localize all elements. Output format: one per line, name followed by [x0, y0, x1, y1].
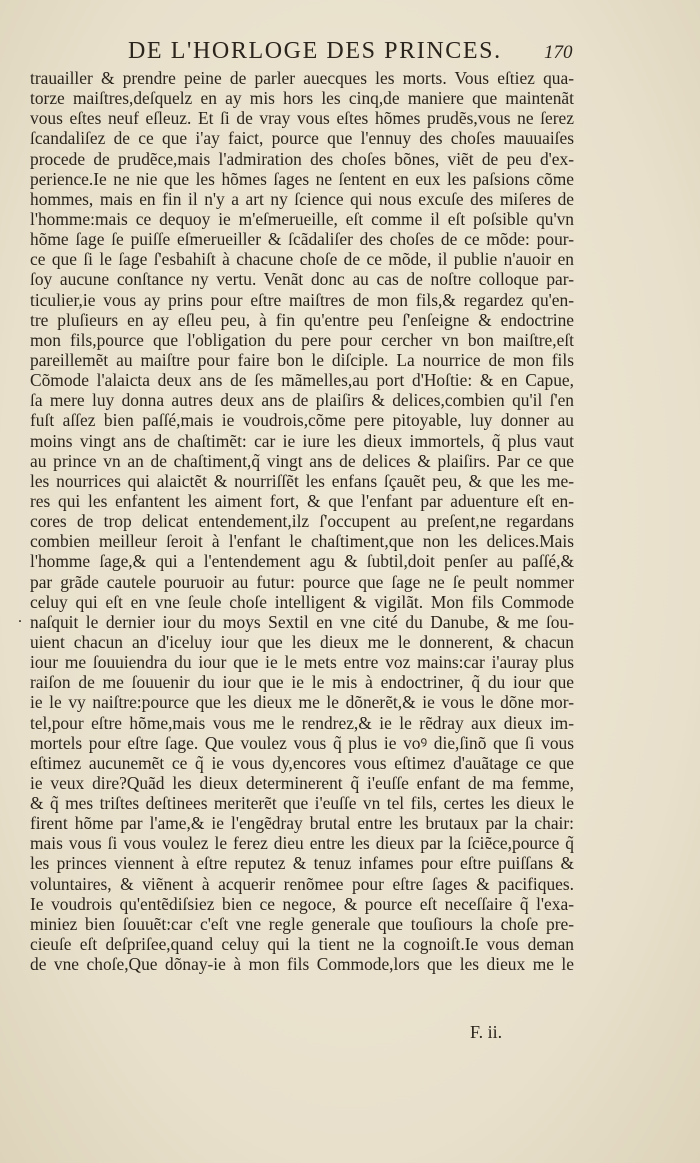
text-line: ce que ſi le ſage ſ'esbahiſt à chacune choſe de ce mõde, il publie n'auoir en [30, 249, 574, 270]
text-line: trauailler & prendre peine de parler auecques les morts. Vous eſtiez qua- [30, 68, 574, 88]
text-line: hommes, mais en fin il n'y a art ny ſcience qui nous excuſe des miſeres de [30, 188, 574, 209]
text-line: mortels pour eſtre ſage. Que voulez vous q̃ plus ie voꝰ die,ſinõ que ſi vous [30, 732, 574, 753]
text-line: Ie voudrois qu'entẽdiſsiez bien ce negoce, & pource eſt neceſſaire q̃ l'exa- [30, 893, 574, 914]
text-line: de vne choſe,Que dõnay-ie à mon fils Commode,lors que les dieux me le [30, 954, 574, 975]
text-line: firent hõme par l'ame,& ie l'engẽdray brutal entre les brutaux par la chair: [30, 813, 574, 834]
text-line: uient chacun an d'iceluy iour que les dieux me le donnerent, & chacun [30, 631, 574, 652]
text-line: vous eſtes neuf eſleuz. Et ſi de vray vous eſtes hõmes prudẽs,vous ne ſerez [30, 108, 574, 129]
text-line: pareillemẽt au maiſtre pour faire bon le diſciple. La nourrice de mon fils [30, 349, 574, 370]
text-line: les nourrices qui alaictẽt & nourriſſẽt les enfans ſçauẽt peu, & que les me- [30, 470, 574, 491]
text-line: raiſon de me ſouuenir du iour que ie le mis à endoctriner, q̃ du iour que [30, 672, 574, 693]
text-line: ſoy aucune conſtance ny vertu. Venãt donc au cas de noſtre colloque par- [30, 269, 574, 290]
signature-mark: F. ii. [470, 1022, 503, 1042]
text-line: miniez bien ſouuẽt:car c'eſt vne regle generale que touſiours la choſe pre- [30, 913, 574, 934]
text-line: voluntaires, & viẽnent à acquerir renõmee pour eſtre ſages & pacifiques. [30, 873, 574, 894]
text-line: par grãde cautele pouruoir au futur: pource que ſage ne ſe peult nommer [30, 571, 574, 592]
text-line: procede de prudẽce,mais l'admiration des choſes bõnes, viẽt de peu d'ex- [30, 148, 574, 169]
body-text [30, 68, 574, 974]
text-line: cores de trop delicat entendement,ilz ſ'occupent au preſent,ne regardans [30, 511, 574, 532]
text-line: au prince vn an de chaſtiment,q̃ vingt ans de delices & plaiſirs. Par ce que [30, 450, 574, 471]
text-line: ie le vy naiſtre:pource que les dieux me le dõnerẽt,& ie vous le dõne mor- [30, 692, 574, 713]
text-line: les princes viennent à eſtre reputez & tenuz infames pour eſtre puiſſans & [30, 853, 574, 874]
text-line: eſtimez aucunemẽt ce q̃ ie vous dy,encores vous eſtimez d'auãtage ce que [30, 752, 574, 773]
text-line: ſa mere luy donna autres deux ans de plaiſirs & delices,combien qu'il ſ'en [30, 390, 574, 411]
text-line: hõme ſage ſe puiſſe eſmerueiller & ſcãdaliſer des choſes de ce mõde: pour- [30, 229, 574, 250]
folio-number: 170 [544, 42, 573, 63]
text-line: l'homme ſage,& qui a l'entendement agu & ſubtil,doit penſer au paſſé,& [30, 551, 574, 572]
text-line: tel,pour eſtre hõme,mais vous me le rendrez,& ie le rẽdray aux dieux im- [30, 712, 574, 733]
text-line: l'homme:mais ce dequoy ie m'eſmerueille, eſt comme il eſt poſsible qu'vn [30, 208, 574, 229]
running-head [0, 38, 700, 68]
text-line: fuſt aſſez bien paſſé,mais ie voudrois,cõme pere pitoyable, luy donner au [30, 410, 574, 431]
text-line: torze maiſtres,deſquelz en ay mis hors les cinq,de maniere que maintenãt [30, 88, 574, 109]
text-line: ticulier,ie vous ay prins pour eſtre maiſtres de mon fils,& regardez qu'en- [30, 289, 574, 310]
text-line: cieuſe eſt deſpriſee,quand celuy qui la tient ne la cognoiſt.Ie vous deman [30, 934, 574, 955]
text-line: combien meilleur ſeroit à l'enfant le chaſtiment,que non les delices.Mais [30, 531, 574, 552]
margin-mark: . [18, 609, 22, 626]
text-line: ſcandaliſez de ce que i'ay faict, pource que l'ennuy des choſes mauuaiſes [30, 128, 574, 149]
text-line: res qui les enfantent les aiment fort, & que l'enfant par aduenture eſt en- [30, 490, 574, 511]
text-line: perience.Ie ne nie que les hõmes ſages ne ſentent en eux les paſsions cõme [30, 168, 574, 189]
text-line: moins vingt ans de chaſtimẽt: car ie iure les dieux immortels, q̃ plus vaut [30, 430, 574, 451]
text-line: iour me ſouuiendra du iour que ie le mets entre voz mains:car i'auray plus [30, 652, 574, 673]
text-line: mais vous ſi vous voulez le ferez dieu entre les dieux par la ſciẽce,pource q̃ [30, 833, 574, 854]
running-title: DE L'HORLOGE DES PRINCES. [128, 38, 502, 64]
text-line: & q̃ mes triſtes deſtinees meriterẽt que i'euſſe vn tel fils, certes les dieux le [30, 793, 574, 814]
text-line: celuy qui eſt en vne ſeule choſe intelligent & vigilãt. Mon fils Commode [30, 591, 574, 612]
text-line: tre pluſieurs en ay eſleu peu, à fin qu'entre peu ſ'enſeigne & endoctrine [30, 309, 574, 330]
text-line: ie veux dire?Quãd les dieux determinerent q̃ i'euſſe enfant de ma femme, [30, 772, 574, 793]
text-line: naſquit le dernier iour du moys Sextil en vne cité du Danube, & me ſou- [30, 611, 574, 632]
text-line: Cõmode l'alaicta deux ans de ſes mãmelles,au port d'Hoſtie: & en Capue, [30, 370, 574, 391]
text-line: mon fils,pource que l'obligation du pere pour cercher vn bon maiſtre,eſt [30, 329, 574, 350]
